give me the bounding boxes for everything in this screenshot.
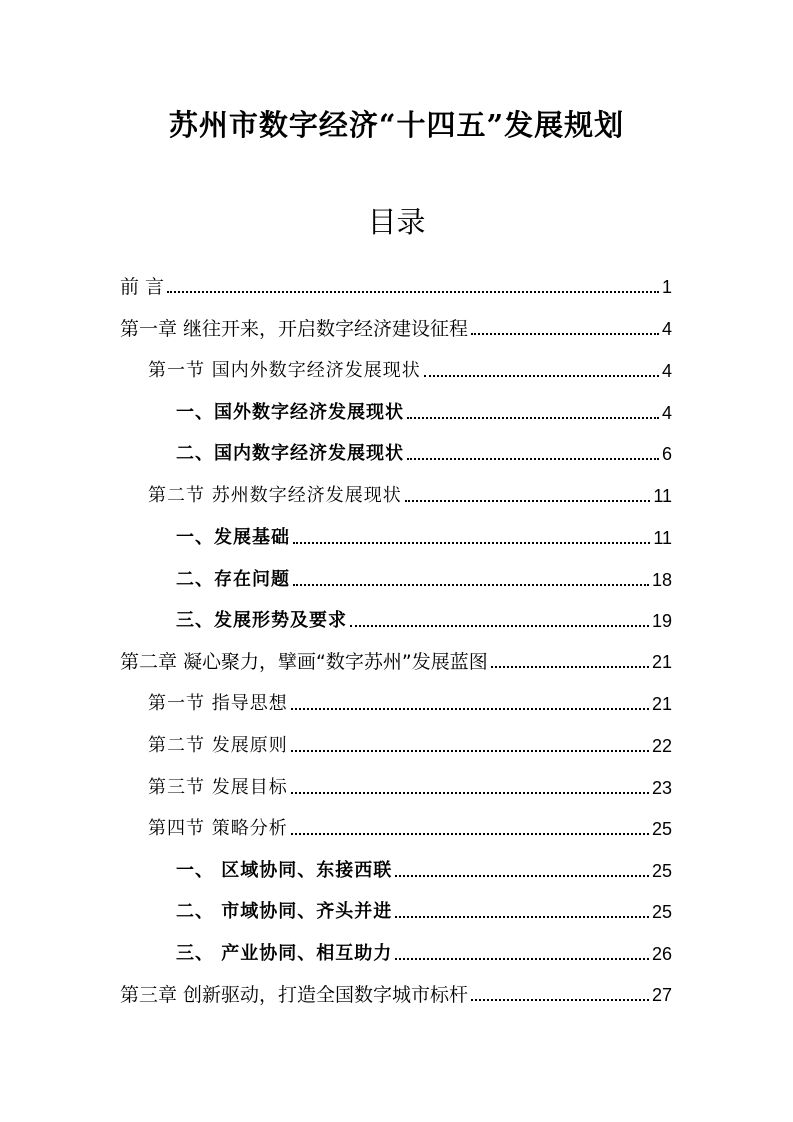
toc-entry-label: 二、 市域协同、齐头并进 (176, 901, 393, 922)
toc-entry-item[interactable] (176, 852, 672, 882)
toc-page-number: 25 (651, 861, 672, 881)
toc-leader-dots (407, 417, 659, 419)
toc-page-number: 6 (661, 444, 672, 464)
toc-entry-label: 第四节 策略分析 (148, 818, 288, 839)
toc-entry-label: 第二节 苏州数字经济发展现状 (148, 485, 402, 506)
toc-entry-item[interactable] (176, 394, 672, 424)
toc-entry-chapter-1[interactable] (120, 310, 672, 340)
toc-leader-dots (395, 958, 649, 960)
toc-page-number: 26 (651, 944, 672, 964)
toc-entry-label: 一、 区域协同、东接西联 (176, 860, 393, 881)
toc-page-number: 11 (653, 486, 672, 506)
toc-entry-label: 三、发展形势及要求 (176, 610, 347, 631)
toc-entry-item[interactable] (176, 602, 672, 632)
toc-entry-section[interactable] (148, 477, 672, 507)
toc-entry-label: 第三章 创新驱动，打造全国数字城市标杆 (120, 984, 469, 1006)
toc-leader-dots (471, 999, 649, 1001)
toc-entry-section[interactable] (148, 352, 672, 382)
toc-page-number: 11 (653, 528, 672, 548)
toc-entry-label: 第一节 指导思想 (148, 693, 288, 714)
toc-page-number: 18 (651, 570, 672, 590)
toc-entry-preface[interactable] (120, 268, 672, 298)
toc-page-number: 23 (651, 778, 672, 798)
toc-leader-dots (424, 375, 659, 377)
toc-leader-dots (471, 333, 659, 335)
toc-entry-chapter-3[interactable] (120, 976, 672, 1006)
toc-entry-label: 第一章 继往开来，开启数字经济建设征程 (120, 318, 469, 340)
toc-entry-label: 二、存在问题 (176, 569, 290, 590)
toc-leader-dots (291, 750, 649, 752)
toc-entry-label: 第二节 发展原则 (148, 735, 288, 756)
toc-entry-section[interactable] (148, 685, 672, 715)
toc-page-number: 25 (651, 819, 672, 839)
toc-leader-dots (293, 584, 649, 586)
toc-entry-section[interactable] (148, 769, 672, 799)
toc-entry-label: 三、 产业协同、相互助力 (176, 943, 393, 964)
toc-leader-dots (405, 500, 651, 502)
toc-entry-chapter-2[interactable] (120, 643, 672, 673)
document-title: 苏州市数字经济“十四五”发展规划 (168, 108, 625, 142)
toc-entry-label: 二、国内数字经济发展现状 (176, 443, 404, 464)
toc-leader-dots (291, 833, 649, 835)
toc-entry-section[interactable] (148, 727, 672, 757)
toc-entry-item[interactable] (176, 935, 672, 965)
toc-page-number: 27 (651, 985, 672, 1005)
toc-leader-dots (407, 458, 659, 460)
toc-leader-dots (291, 708, 649, 710)
toc-page-number: 4 (661, 361, 672, 381)
toc-heading: 目录 (367, 205, 426, 239)
toc-page-number: 21 (651, 694, 672, 714)
toc-leader-dots (350, 625, 649, 627)
toc-entry-item[interactable] (176, 561, 672, 591)
toc-page-number: 1 (661, 277, 672, 297)
toc-leader-dots (395, 916, 649, 918)
toc-leader-dots (167, 291, 659, 293)
toc-page-number: 4 (661, 319, 672, 339)
toc-entry-item[interactable] (176, 893, 672, 923)
toc-page-number: 21 (651, 652, 672, 672)
toc-entry-item[interactable] (176, 435, 672, 465)
toc-entry-label: 一、国外数字经济发展现状 (176, 402, 404, 423)
toc-entry-label: 前 言 (120, 276, 165, 298)
toc-page-number: 19 (651, 611, 672, 631)
toc-entry-label: 第二章 凝心聚力，擘画“数字苏州”发展蓝图 (120, 651, 488, 673)
toc-page-number: 22 (651, 736, 672, 756)
toc-entry-label: 第三节 发展目标 (148, 777, 288, 798)
toc-entry-item[interactable] (176, 519, 672, 549)
toc-leader-dots (293, 542, 650, 544)
toc-leader-dots (395, 875, 649, 877)
toc-entry-label: 一、发展基础 (176, 527, 290, 548)
toc-page-number: 25 (651, 902, 672, 922)
toc-leader-dots (291, 792, 649, 794)
toc-leader-dots (491, 666, 649, 668)
toc-entry-label: 第一节 国内外数字经济发展现状 (148, 360, 421, 381)
toc-entry-section[interactable] (148, 810, 672, 840)
toc-page-number: 4 (661, 403, 672, 423)
